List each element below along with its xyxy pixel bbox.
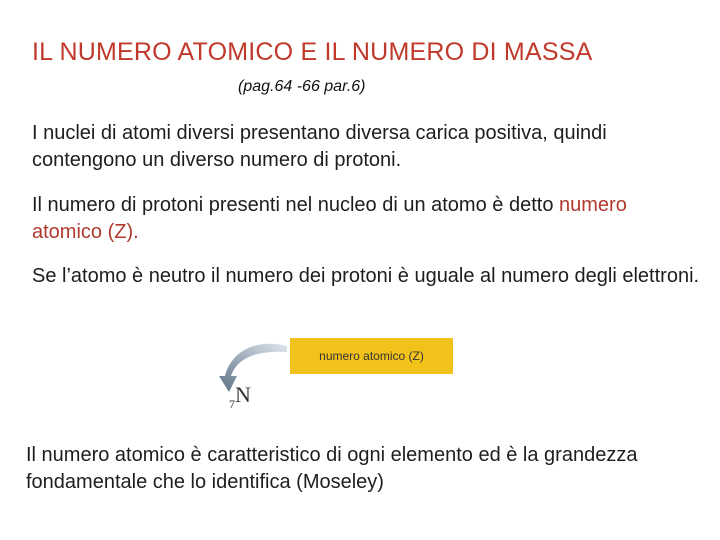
page-title: IL NUMERO ATOMICO E IL NUMERO DI MASSA (32, 38, 593, 66)
paragraph-nuclei: I nuclei di atomi diversi presentano diversa carica positiva, quindi contengono un diverso numero di protoni. (32, 122, 607, 171)
paragraph-neutral-atom: Se l’atomo è neutro il numero dei protoni è uguale al numero degli elettroni. (32, 265, 700, 287)
element-symbol (229, 382, 251, 411)
element-letter: N (235, 382, 251, 407)
term-numero-atomico: numero atomico (32, 194, 627, 243)
term-symbol-z: (Z). (107, 221, 139, 243)
atomic-number-subscript: 7 (229, 397, 235, 411)
atomic-number-diagram (205, 330, 465, 420)
paragraph-definition (32, 192, 702, 246)
page-reference: (pag.64 -66 par.6) (238, 78, 366, 95)
paragraph-moseley: Il numero atomico è caratteristico di ogni elemento ed è la grandezza fondamentale che lo identifica (Moseley) (26, 444, 638, 493)
definition-text: Il numero di protoni presenti nel nucleo di un atomo è detto (32, 194, 559, 216)
atomic-number-label: numero atomico (Z) (290, 338, 453, 374)
